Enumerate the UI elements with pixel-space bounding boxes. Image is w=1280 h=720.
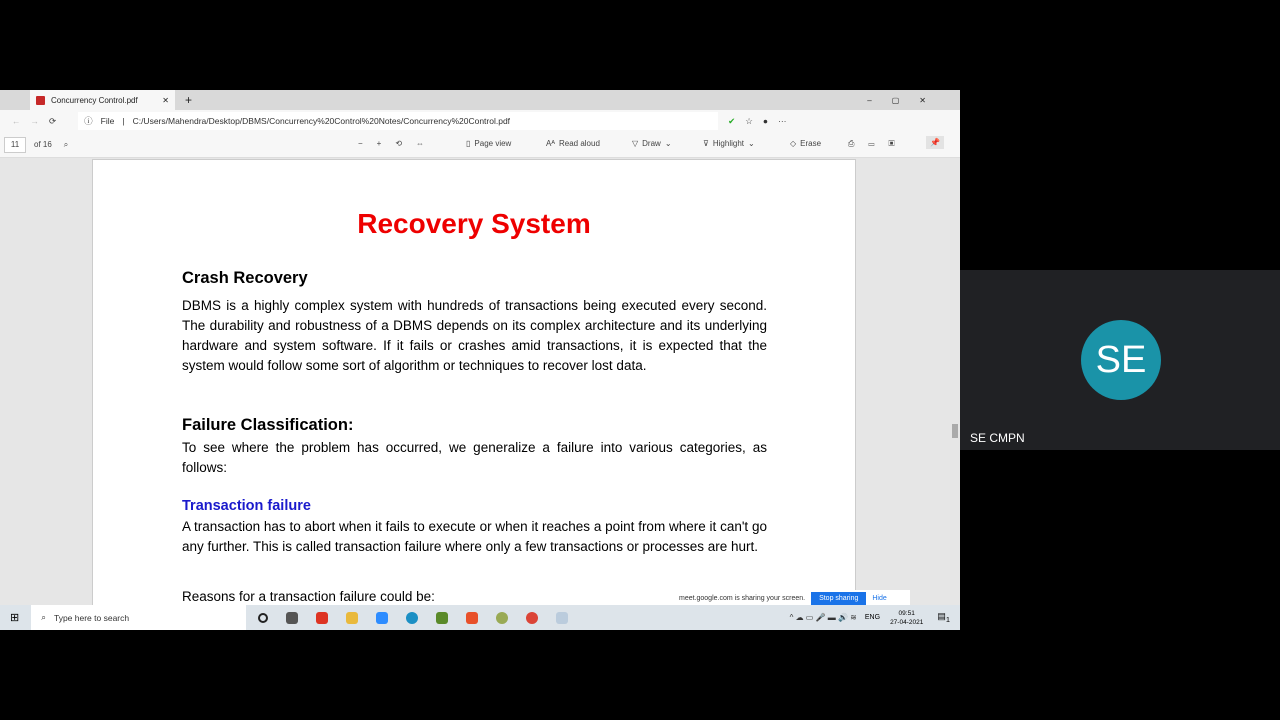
erase-button[interactable]: ◇ Erase [790, 139, 822, 148]
heading-failure-classification: Failure Classification: [182, 416, 354, 434]
hide-button[interactable]: Hide [872, 595, 887, 602]
heading-crash-recovery: Crash Recovery [182, 269, 308, 287]
paragraph: A transaction has to abort when it fails to execute or when it reaches a point from where it can't go any further. This is called transaction failure where only a few transactions or processes are hurt. [182, 519, 767, 554]
taskbar [0, 605, 960, 630]
page-number-input[interactable]: 11 [4, 137, 26, 153]
read-aloud-button[interactable]: Aᴬ Read aloud [546, 139, 600, 148]
pdf-icon [36, 96, 45, 105]
screen-share [0, 90, 960, 630]
draw-button[interactable]: ▽ Draw ⌄ [632, 139, 672, 148]
pdf-viewer [0, 159, 960, 606]
stop-sharing-button[interactable]: Stop sharing [811, 592, 866, 605]
meet-participant-tile [960, 270, 1280, 450]
task-view-icon[interactable] [286, 612, 298, 624]
highlight-button[interactable]: ⊽ Highlight ⌄ [703, 139, 755, 148]
check-icon[interactable]: ✔ [728, 115, 736, 126]
refresh-icon[interactable]: ⟳ [49, 115, 57, 126]
heading-transaction-failure: Transaction failure [182, 498, 311, 514]
page-view-button[interactable]: ▯ Page view [466, 139, 512, 148]
tab-bar [0, 90, 960, 110]
acrobat-icon[interactable] [316, 612, 328, 624]
scrollbar-thumb[interactable] [952, 424, 958, 438]
paragraph: DBMS is a highly complex system with hundreds of transactions being executed every second. The durability and robustness of a DBMS depends on its complex architecture and its underlying hardware and system software. If it fails or crashes amid transactions, it is expected that the system would follow some sort of algorithm or techniques to recover lost data. [182, 298, 767, 373]
info-icon: ⓘ [84, 116, 93, 126]
address-bar [0, 110, 960, 132]
url-input[interactable]: ⓘ File | C:/Users/Mahendra/Desktop/DBMS/Concurrency%20Control%20Notes/Concurrency%20Control.pdf [78, 112, 718, 130]
paint-icon[interactable] [556, 612, 568, 624]
search-placeholder: Type here to search [53, 612, 130, 623]
tray-icons[interactable]: ^ ☁ ▭ 🎤 ▬ 🔊 ≋ [789, 613, 857, 622]
taskbar-search[interactable] [31, 605, 246, 630]
edge-icon[interactable] [406, 612, 418, 624]
zoom-controls[interactable]: −+⟲⇔ [358, 139, 439, 148]
zoom-icon[interactable] [376, 612, 388, 624]
tab-title: Concurrency Control.pdf [51, 95, 138, 105]
back-icon[interactable]: ← [12, 116, 21, 126]
file-explorer-icon[interactable] [346, 612, 358, 624]
paragraph: To see where the problem has occurred, we generalize a failure into various categories, as follows: [182, 440, 767, 475]
window-controls[interactable]: –▢✕ [867, 95, 946, 105]
windows-start-icon[interactable]: ⊞ [10, 612, 20, 624]
clock[interactable]: 09:51 27-04-2021 [890, 609, 924, 626]
tab-pdf[interactable] [30, 90, 175, 110]
close-tab-icon[interactable]: ✕ [162, 95, 169, 105]
url-text: C:/Users/Mahendra/Desktop/DBMS/Concurrency%20Control%20Notes/Concurrency%20Control.pdf [132, 116, 511, 126]
paragraph: Reasons for a transaction failure could be: [182, 589, 435, 604]
page-count: of 16 [34, 140, 52, 149]
favorites-icon[interactable]: ☆ [745, 115, 753, 126]
cortana-icon[interactable] [258, 613, 268, 623]
chrome-icon[interactable] [526, 612, 538, 624]
file-label: File [100, 116, 115, 126]
forward-icon[interactable]: → [30, 116, 39, 126]
search-icon: ⌕ [41, 612, 46, 622]
pdf-page [92, 159, 856, 606]
pin-icon[interactable]: 📌 [926, 136, 944, 149]
print-save-icons[interactable]: ⎙▭▣ [848, 139, 909, 148]
participant-name: SE CMPN [970, 431, 1025, 445]
more-icon[interactable]: ··· [778, 116, 787, 126]
doc-title: Recovery System [357, 208, 591, 239]
search-icon[interactable]: ⌕ [63, 139, 69, 149]
pdf-toolbar [0, 132, 960, 158]
notification-icon[interactable]: $▤_1$ [937, 611, 950, 624]
share-text: meet.google.com is sharing your screen. [679, 595, 806, 602]
office-icon[interactable] [466, 612, 478, 624]
avatar: SE [1081, 320, 1161, 400]
profile-icon[interactable]: ● [762, 116, 769, 126]
new-tab-icon[interactable]: + [185, 93, 193, 107]
app-icon[interactable] [436, 612, 448, 624]
chrome-profile-icon[interactable] [496, 612, 508, 624]
language-indicator[interactable]: ENG [864, 614, 881, 621]
